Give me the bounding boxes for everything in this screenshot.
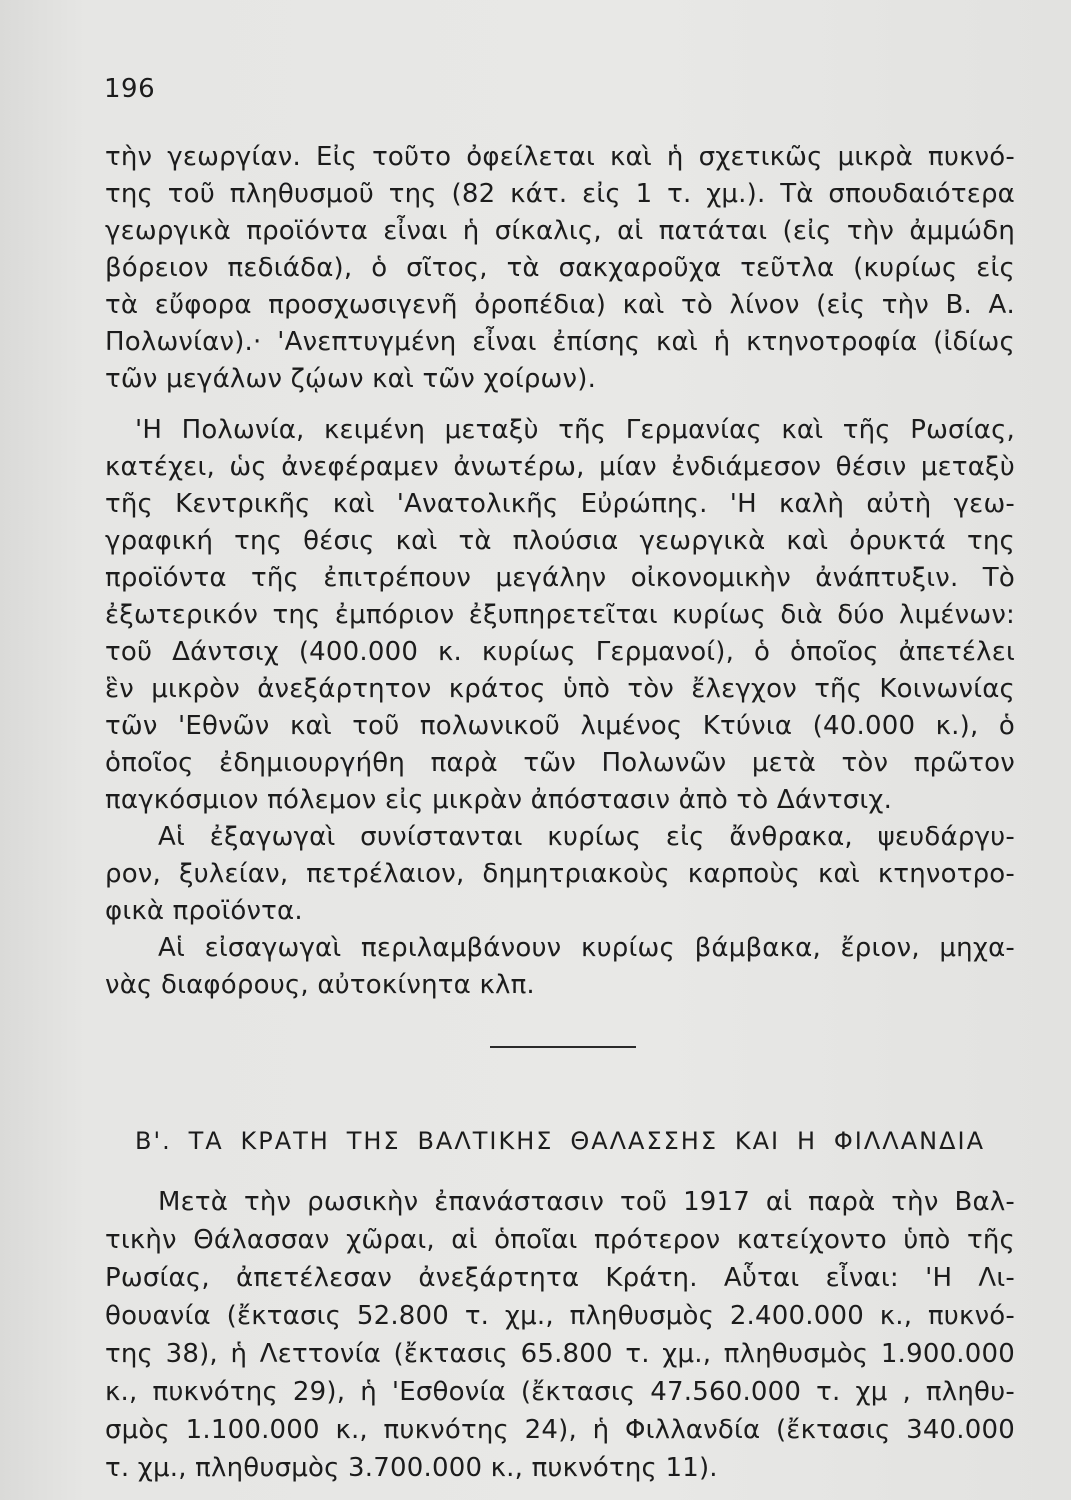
section-heading: Β'. ΤΑ ΚΡΑΤΗ ΤΗΣ ΒΑΛΤΙΚΗΣ ΘΑΛΑΣΣΗΣ ΚΑΙ Η ΦΙΛΛΑΝΔΙΑ [135, 1127, 985, 1155]
section-divider [490, 1046, 636, 1048]
text-line: τικὴν Θάλασσαν χῶραι, αἱ ὁποῖαι πρότερον κατείχοντο ὑπὸ τῆς [105, 1225, 1015, 1255]
text-line: Αἱ εἰσαγωγαὶ περιλαμβάνουν κυρίως βάμβακα, ἔριον, μηχα- [158, 933, 1015, 963]
text-line: σμὸς 1.100.000 κ., πυκνότης 24), ἡ Φιλλανδία (ἔκτασις 340.000 [105, 1415, 1015, 1445]
text-line: Ρωσίας, ἀπετέλεσαν ἀνεξάρτητα Κράτη. Αὗται εἶναι: 'Η Λι- [105, 1263, 1015, 1293]
text-line: Πολωνίαν).· 'Ανεπτυγμένη εἶναι ἐπίσης καὶ ἡ κτηνοτροφία (ἰδίως [105, 327, 1015, 357]
text-line: 'Η Πολωνία, κειμένη μεταξὺ τῆς Γερμανίας καὶ τῆς Ρωσίας, [135, 415, 1015, 445]
text-line: νὰς διαφόρους, αὐτοκίνητα κλπ. [105, 970, 535, 1000]
text-line: προϊόντα τῆς ἐπιτρέπουν μεγάλην οἰκονομικὴν ἀνάπτυξιν. Τὸ [105, 563, 1015, 593]
text-line: παγκόσμιον πόλεμον εἰς μικρὰν ἀπόστασιν ἀπὸ τὸ Δάντσιχ. [105, 785, 893, 815]
text-line: κατέχει, ὡς ἀνεφέραμεν ἀνωτέρω, μίαν ἐνδιάμεσον θέσιν μεταξὺ [105, 452, 1015, 482]
page-number: 196 [104, 74, 156, 104]
text-line: τῶν 'Εθνῶν καὶ τοῦ πολωνικοῦ λιμένος Κτύνια (40.000 κ.), ὁ [105, 711, 1015, 741]
text-line: τὰ εὔφορα προσχωσιγενῆ ὀροπέδια) καὶ τὸ λίνον (εἰς τὴν Β. Α. [105, 290, 1015, 320]
text-line: τοῦ Δάντσιχ (400.000 κ. κυρίως Γερμανοί), ὁ ὁποῖος ἀπετέλει [105, 637, 1015, 667]
text-line: κ., πυκνότης 29), ἡ 'Εσθονία (ἔκτασις 47.560.000 τ. χμ , πληθυ- [105, 1377, 1015, 1407]
text-line: γραφική της θέσις καὶ τὰ πλούσια γεωργικὰ καὶ ὀρυκτά της [105, 526, 1015, 556]
text-line: της τοῦ πληθυσμοῦ της (82 κάτ. εἰς 1 τ. χμ.). Τὰ σπουδαιότερα [105, 179, 1015, 209]
text-line: γεωργικὰ προϊόντα εἶναι ἡ σίκαλις, αἱ πατάται (εἰς τὴν ἀμμώδη [105, 216, 1015, 246]
text-line: ἐξωτερικόν της ἐμπόριον ἐξυπηρετεῖται κυρίως διὰ δύο λιμένων: [105, 600, 1015, 630]
text-line: θουανία (ἔκτασις 52.800 τ. χμ., πληθυσμὸς 2.400.000 κ., πυκνό- [105, 1301, 1015, 1331]
text-line: Αἱ ἐξαγωγαὶ συνίστανται κυρίως εἰς ἄνθρακα, ψευδάργυ- [158, 822, 1015, 852]
text-line: τῶν μεγάλων ζῴων καὶ τῶν χοίρων). [105, 364, 597, 394]
text-line: ἓν μικρὸν ἀνεξάρτητον κράτος ὑπὸ τὸν ἔλεγχον τῆς Κοινωνίας [105, 674, 1015, 704]
text-line: της 38), ἡ Λεττονία (ἔκτασις 65.800 τ. χμ., πληθυσμὸς 1.900.000 [105, 1339, 1015, 1369]
text-line: τῆς Κεντρικῆς καὶ 'Ανατολικῆς Εὐρώπης. 'Η καλὴ αὐτὴ γεω- [105, 489, 1015, 519]
text-line: ὁποῖος ἐδημιουργήθη παρὰ τῶν Πολωνῶν μετὰ τὸν πρῶτον [105, 748, 1015, 778]
text-line: Μετὰ τὴν ρωσικὴν ἐπανάστασιν τοῦ 1917 αἱ παρὰ τὴν Βαλ- [158, 1187, 1015, 1217]
text-line: φικὰ προϊόντα. [105, 896, 303, 926]
text-line: τὴν γεωργίαν. Εἰς τοῦτο ὀφείλεται καὶ ἡ σχετικῶς μικρὰ πυκνό- [105, 142, 1015, 172]
text-line: τ. χμ., πληθυσμὸς 3.700.000 κ., πυκνότης 11). [105, 1453, 718, 1483]
text-line: βόρειον πεδιάδα), ὁ σῖτος, τὰ σακχαροῦχα τεῦτλα (κυρίως εἰς [105, 253, 1015, 283]
text-line: ρον, ξυλείαν, πετρέλαιον, δημητριακοὺς καρποὺς καὶ κτηνοτρο- [105, 859, 1015, 889]
